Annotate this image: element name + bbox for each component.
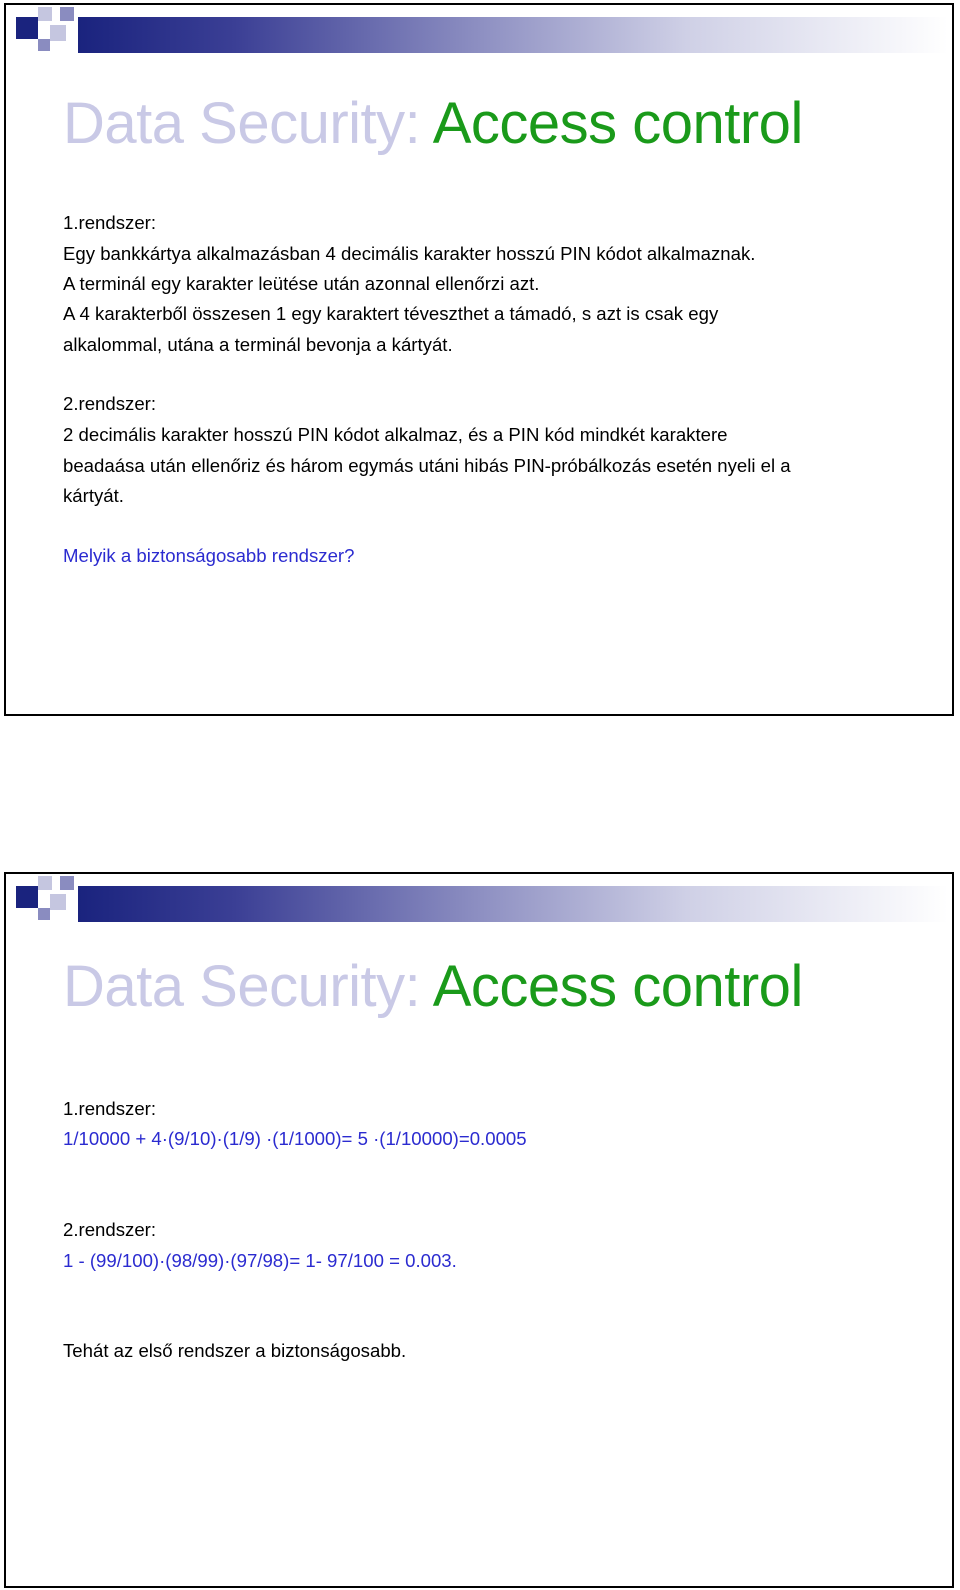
slide-title xyxy=(63,953,803,1020)
slide-title xyxy=(63,90,803,157)
slide-header-decoration xyxy=(6,874,952,934)
slide-1 xyxy=(4,3,954,716)
system2-heading: 2.rendszer: xyxy=(63,1219,157,1240)
question: Melyik a biztonságosabb rendszer? xyxy=(63,545,355,566)
system2-line-3: kártyát. xyxy=(63,485,124,506)
title-part-1: Data Security: xyxy=(63,954,421,1019)
system1-line-1: Egy bankkártya alkalmazásban 4 decimális karakter hosszú PIN kódot alkalmaznak. xyxy=(63,243,756,264)
title-part-2: Access control xyxy=(432,954,803,1019)
system1-heading: 1.rendszer: xyxy=(63,212,157,233)
system2-heading: 2.rendszer: xyxy=(63,393,157,414)
system2-line-2: beadaása után ellenőriz és három egymás utáni hibás PIN-próbálkozás esetén nyeli el a xyxy=(63,455,791,476)
title-part-1: Data Security: xyxy=(63,91,421,156)
system1-line-4: alkalommal, utána a terminál bevonja a kártyát. xyxy=(63,334,453,355)
system1-heading: 1.rendszer: xyxy=(63,1098,157,1119)
title-part-2: Access control xyxy=(432,91,803,156)
system1-formula: 1/10000 + 4·(9/10)·(1/9) ·(1/1000)= 5 ·(1/10000)=0.0005 xyxy=(63,1128,527,1149)
system2-formula: 1 - (99/100)·(98/99)·(97/98)= 1- 97/100 = 0.003. xyxy=(63,1250,457,1271)
system2-line-1: 2 decimális karakter hosszú PIN kódot alkalmaz, és a PIN kód mindkét karaktere xyxy=(63,424,728,445)
system1-line-2: A terminál egy karakter leütése után azonnal ellenőrzi azt. xyxy=(63,273,540,294)
slide-2 xyxy=(4,872,954,1588)
slide-header-decoration xyxy=(6,5,952,65)
conclusion: Tehát az első rendszer a biztonságosabb. xyxy=(63,1340,407,1361)
system1-line-3: A 4 karakterből összesen 1 egy karaktert téveszthet a támadó, s azt is csak egy xyxy=(63,303,719,324)
